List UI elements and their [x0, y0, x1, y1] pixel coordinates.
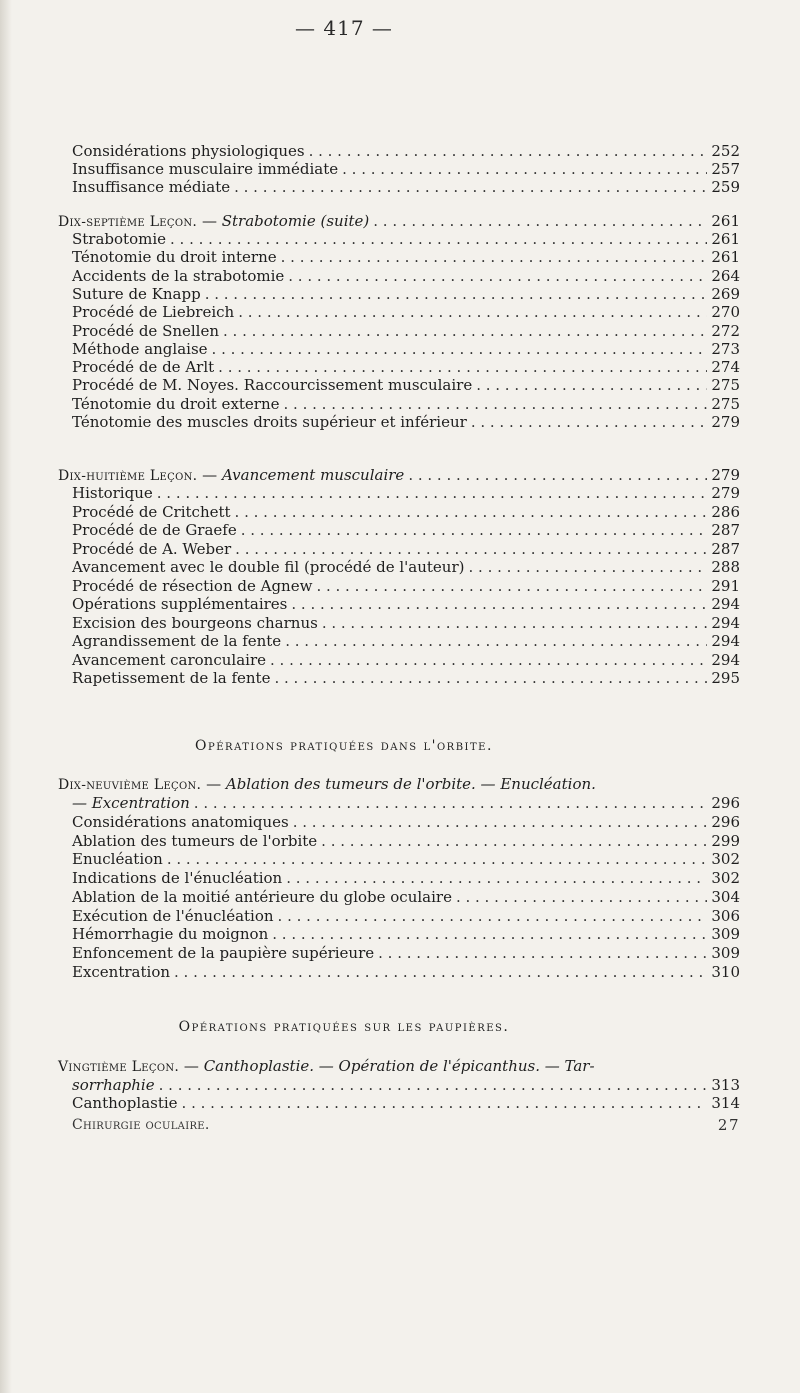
entry-page: 288 [711, 558, 740, 576]
toc-entry[interactable] [72, 340, 740, 358]
toc-entry[interactable] [72, 248, 740, 266]
lesson-label: Dix-septième Leçon. [58, 214, 198, 230]
leader-dots [288, 267, 707, 285]
leader-dots [278, 907, 708, 925]
entry-page: 279 [711, 484, 740, 502]
lesson-label: Dix-neuvième Leçon. [58, 777, 202, 793]
entry-title: Procédé de Snellen [72, 321, 220, 340]
entry-title: Insuffisance médiate [72, 178, 231, 196]
leader-dots [272, 925, 707, 943]
toc-entry[interactable] [72, 521, 740, 539]
entry-page: 296 [711, 794, 740, 812]
leader-dots [205, 285, 708, 303]
entry-title: Ténotomie du droit externe [72, 394, 280, 413]
entry-title: Procédé de résection de Agnew [72, 576, 313, 595]
leader-dots [194, 794, 708, 812]
entry-page: 291 [711, 576, 740, 595]
entry-page: 309 [711, 943, 740, 962]
entry-title: Accidents de la strabotomie [72, 266, 285, 285]
toc-entry[interactable] [72, 614, 740, 632]
toc-entry[interactable] [72, 888, 740, 906]
entry-page: 287 [711, 521, 740, 539]
entry-page: 310 [711, 962, 740, 981]
toc-entry[interactable] [72, 850, 740, 868]
leader-dots [170, 230, 707, 248]
entry-page: 261 [711, 212, 740, 230]
toc-entry[interactable] [72, 651, 740, 669]
entry-title: Agrandissement de la fente [72, 632, 282, 650]
page-edge [0, 0, 12, 1393]
toc-entry[interactable] [72, 267, 740, 285]
entry-title: Ablation de la moitié antérieure du globe oculaire [72, 887, 452, 906]
entry-page: 272 [711, 321, 740, 340]
leader-dots [373, 212, 707, 230]
toc-entry[interactable] [72, 832, 740, 850]
lesson-heading-19[interactable]: Dix-neuvième Leçon. — Ablation des tumeurs de l'orbite. — Enucléation. [58, 775, 596, 793]
entry-title: Exécution de l'énucléation [72, 906, 274, 925]
lesson-label: Vingtième Leçon. [58, 1059, 180, 1075]
leader-dots [284, 395, 708, 413]
toc-entry[interactable] [72, 907, 740, 925]
toc-entry[interactable] [72, 577, 740, 595]
leader-dots [316, 577, 707, 595]
toc-entry[interactable] [72, 595, 740, 613]
entry-title: Excision des bourgeons charnus [72, 613, 318, 632]
entry-page: 273 [711, 339, 740, 358]
section-heading-paupieres: Opérations pratiquées sur les paupières. [178, 1019, 510, 1035]
entry-page: 294 [711, 613, 740, 632]
leader-dots [274, 669, 707, 687]
entry-page: 294 [711, 650, 740, 669]
entry-title: Avancement caronculaire [72, 650, 266, 669]
leader-dots [321, 832, 707, 850]
entry-title: Canthoplastie [72, 1094, 178, 1112]
entry-page: 279 [711, 466, 740, 484]
entry-page: 252 [711, 142, 740, 160]
leader-dots [235, 503, 708, 521]
lesson-title-cont: — Excentration [72, 794, 190, 812]
entry-page: 275 [711, 394, 740, 413]
entry-title: Excentration [72, 962, 171, 981]
toc-entry[interactable] [72, 632, 740, 650]
entry-title: Historique [72, 484, 153, 502]
entry-page: 314 [711, 1094, 740, 1112]
entry-page: 294 [711, 595, 740, 613]
signature-line [58, 1116, 740, 1134]
lesson-heading-20-cont[interactable] [72, 1076, 740, 1094]
entry-title: Procédé de de Graefe [72, 521, 237, 539]
toc-entry[interactable] [72, 376, 740, 394]
leader-dots [285, 632, 707, 650]
entry-title: Ténotomie du droit interne [72, 248, 277, 267]
lesson-label: Dix-huitième Leçon. [58, 468, 198, 484]
entry-page: 261 [711, 248, 740, 267]
lesson-title: Ablation des tumeurs de l'orbite. — Enucléation. [225, 775, 596, 793]
entry-title: Considérations anatomiques [72, 813, 289, 831]
entry-title: Rapetissement de la fente [72, 669, 271, 687]
toc-entry[interactable] [72, 669, 740, 687]
leader-dots [293, 813, 708, 831]
leader-dots [378, 944, 707, 962]
page-number: — 417 — [295, 16, 393, 40]
toc-entry[interactable] [72, 503, 740, 521]
leader-dots [291, 595, 707, 613]
entry-title: Enfoncement de la paupière supérieure [72, 943, 375, 962]
toc-entry[interactable] [72, 413, 740, 431]
leader-dots [286, 869, 707, 887]
leader-dots [212, 340, 708, 358]
leader-dots [456, 888, 707, 906]
entry-title: Opérations supplémentaires [72, 595, 288, 613]
toc-entry[interactable] [72, 285, 740, 303]
toc-entry[interactable] [72, 963, 740, 981]
entry-title: Considérations physiologiques [72, 142, 305, 160]
toc-entry[interactable] [72, 230, 740, 248]
entry-page: 275 [711, 376, 740, 395]
leader-dots [167, 850, 708, 868]
entry-title: Hémorrhagie du moignon [72, 925, 269, 944]
entry-title: Suture de Knapp [72, 284, 201, 303]
toc-entry[interactable] [72, 540, 740, 558]
entry-page: 259 [711, 178, 740, 196]
leader-dots [281, 248, 708, 266]
leader-dots [471, 413, 708, 431]
toc-entry[interactable] [72, 322, 740, 340]
section-heading-orbite: Opérations pratiquées dans l'orbite. [195, 738, 493, 754]
entry-page: 287 [711, 539, 740, 558]
entry-title: Enucléation [72, 850, 163, 869]
entry-page: 296 [711, 813, 740, 831]
leader-dots [270, 651, 707, 669]
leader-dots [157, 484, 708, 502]
leader-dots [322, 614, 708, 632]
leader-dots [469, 558, 708, 576]
entry-page: 269 [711, 284, 740, 303]
leader-dots [223, 322, 707, 340]
entry-page: 299 [711, 831, 740, 850]
entry-title: Indications de l'énucléation [72, 869, 283, 888]
toc-entry[interactable] [72, 925, 740, 943]
entry-page: 306 [711, 906, 740, 925]
entry-page: 286 [711, 502, 740, 521]
entry-title: Procédé de Liebreich [72, 303, 235, 322]
entry-page: 295 [711, 669, 740, 687]
toc-entry[interactable] [72, 869, 740, 887]
entry-title: Strabotomie [72, 230, 167, 248]
entry-page: 274 [711, 358, 740, 377]
entry-title: Ténotomie des muscles droits supérieur et inférieur [72, 413, 467, 431]
entry-page: 313 [711, 1076, 740, 1094]
entry-title: Procédé de A. Weber [72, 539, 232, 558]
leader-dots [174, 963, 707, 981]
lesson-title: Avancement musculaire [221, 466, 405, 484]
leader-dots [476, 376, 707, 394]
toc-entry[interactable] [72, 484, 740, 502]
lesson-title: Strabotomie (suite) [221, 212, 370, 230]
lesson-heading-17[interactable]: Dix-septième Leçon. — Strabotomie (suite) . . . 261 [58, 212, 740, 231]
entry-title: Procédé de Critchett [72, 502, 231, 521]
signature-number: 27 [717, 1116, 740, 1134]
toc-entry[interactable] [72, 178, 740, 196]
toc-entry[interactable] [72, 358, 740, 376]
toc-entry[interactable] [72, 303, 740, 321]
entry-page: 264 [711, 266, 740, 285]
lesson-heading-20[interactable]: Vingtième Leçon. — Canthoplastie. — Opération de l'épicanthus. — Tar- [58, 1057, 595, 1075]
entry-title: Ablation des tumeurs de l'orbite [72, 831, 318, 850]
leader-dots [238, 303, 707, 321]
leader-dots [182, 1094, 708, 1112]
entry-page: 302 [711, 869, 740, 888]
toc-entry[interactable] [72, 558, 740, 576]
lesson-title-cont: sorrhaphie [72, 1076, 155, 1094]
leader-dots [159, 1076, 708, 1094]
lesson-heading-18[interactable]: Dix-huitième Leçon. — Avancement musculaire . . . 279 [58, 466, 740, 485]
signature-text: Chirurgie oculaire. [72, 1117, 210, 1133]
entry-page: 309 [711, 925, 740, 944]
toc-entry[interactable] [72, 160, 740, 178]
toc-entry[interactable] [72, 944, 740, 962]
entry-title: Procédé de de Arlt [72, 358, 215, 377]
entry-page: 270 [711, 303, 740, 322]
entry-page: 257 [711, 160, 740, 178]
leader-dots [342, 160, 707, 178]
entry-title: Méthode anglaise [72, 339, 208, 358]
entry-page: 294 [711, 632, 740, 650]
toc-entry[interactable] [72, 813, 740, 831]
leader-dots [234, 178, 707, 196]
leader-dots [408, 466, 707, 484]
entry-page: 302 [711, 850, 740, 869]
entry-title: Avancement avec le double fil (procédé de l'auteur) [72, 558, 465, 576]
entry-title: Insuffisance musculaire immédiate [72, 160, 339, 178]
entry-title: Procédé de M. Noyes. Raccourcissement musculaire [72, 376, 473, 395]
lesson-title: Canthoplastie. — Opération de l'épicanthus. — Tar- [203, 1057, 595, 1075]
toc-entry[interactable] [72, 1094, 740, 1112]
toc-entry[interactable] [72, 142, 740, 160]
toc-entry[interactable] [72, 395, 740, 413]
leader-dots [218, 358, 707, 376]
entry-page: 261 [711, 230, 740, 248]
leader-dots [309, 142, 708, 160]
lesson-heading-19-cont[interactable] [72, 794, 740, 812]
leader-dots [241, 521, 708, 539]
entry-page: 304 [711, 887, 740, 906]
entry-page: 279 [711, 413, 740, 431]
leader-dots [235, 540, 707, 558]
